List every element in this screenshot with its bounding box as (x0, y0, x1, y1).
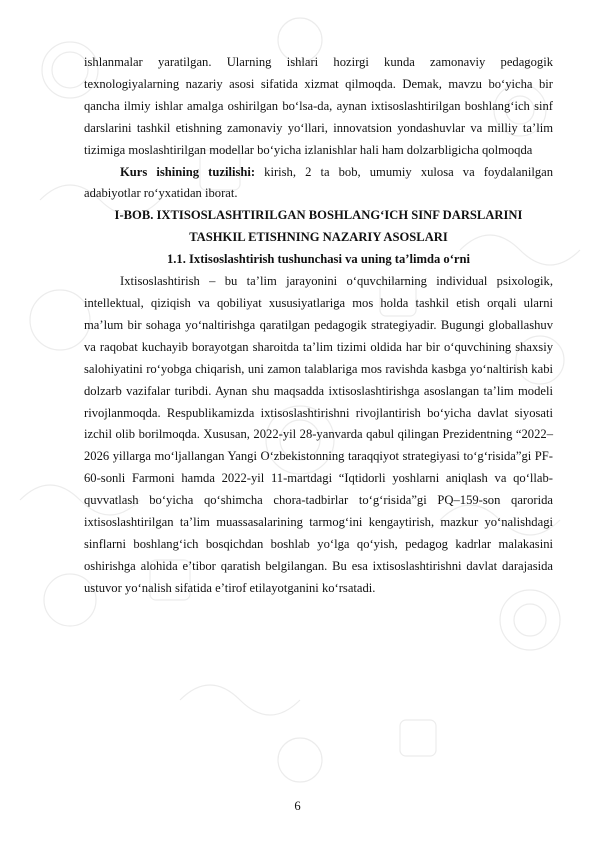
section-heading: 1.1. Ixtisoslashtirish tushunchasi va uning ta’limda o‘rni (166, 252, 471, 267)
paragraph-structure (84, 162, 553, 206)
page-number: 6 (294, 799, 301, 813)
paragraph-intro: ishlanmalar yaratilgan. Ularning ishlari hozirgi kunda zamonaviy pedagogik texnologiyalarning nazariy asosi sifatida xizmat qilmoqda. Demak, mavzu bo‘yicha bir qancha ilmiy ishlar amalga oshirilgan bo‘lsa-da, aynan ixtisoslashtirilgan boshlang‘ich sinf darslarini tashkil etishning zamonaviy yo‘llari, innovatsion yondashuvlar va milliy ta’lim tizimiga moslashtirilgan modellar bo‘yicha izlanishlar hali ham dolzarbligicha qolmoqda (84, 55, 553, 157)
chapter-heading-line1: I-BOB. IXTISOSLASHTIRILGAN BOSHLANG‘ICH SINF DARSLARINI (114, 208, 523, 223)
structure-text: kirish, 2 ta bob, umumiy xulosa va foydalanilgan adabiyotlar ro‘yxatidan iborat. (84, 164, 553, 201)
chapter-heading-line2: TASHKIL ETISHNING NAZARIY ASOSLARI (189, 230, 448, 245)
structure-label: Kurs ishining tuzilishi: (120, 164, 256, 179)
paragraph-main: Ixtisoslashtirish – bu ta’lim jarayonini o‘quvchilarning individual psixologik, intellektual, qiziqish va qobiliyat xususiyatlariga mos holda tashkil etish orqali ularni ma’lum bir sohaga yo‘naltirishga qaratilgan pedagogik strategiyadir. Bugungi globallashuv va raqobat kuchayib borayotgan sharoitda ta’lim tizimi oldida har bir o‘quvchining shaxsiy salohiyatini ro‘yobga chiqarish, uni zamon talablariga mos ravishda kasbga yo‘naltirish kabi dolzarb vazifalar turibdi. Aynan shu maqsadda ixtisoslashtirishga asoslangan ta’lim modeli rivojlanmoqda. Respublikamizda ixtisoslashtirishni rivojlantirish bo‘yicha davlat siyosati izchil olib borilmoqda. Xususan, 2022-yil 28-yanvarda qabul qilingan Prezidentning “2022–2026 yillarga mo‘ljallangan Yangi O‘zbekistonning taraqqiyot strategiyasi to‘g‘risida”gi PF-60-sonli Farmoni hamda 2022-yil 11-martdagi “Iqtidorli yoshlarni aniqlash va qo‘llab-quvvatlash bo‘yicha qo‘shimcha chora-tadbirlar to‘g‘risida”gi PQ–159-son qarorida ixtisoslashtirilgan ta’lim muassasalarining tarmog‘ini kengaytirish, mazkur yo‘nalishdagi sinflarni boshlang‘ich bosqichdan boshlab yo‘lga qo‘yish, pedagog kadrlar malakasini oshirishga alohida e’tibor qaratish belgilangan. Bu esa ixtisoslashtirishni davlat darajasida ustuvor yo‘nalish sifatida e’tirof etilayotganini ko‘rsatadi. (84, 274, 553, 595)
page-content (84, 52, 553, 600)
